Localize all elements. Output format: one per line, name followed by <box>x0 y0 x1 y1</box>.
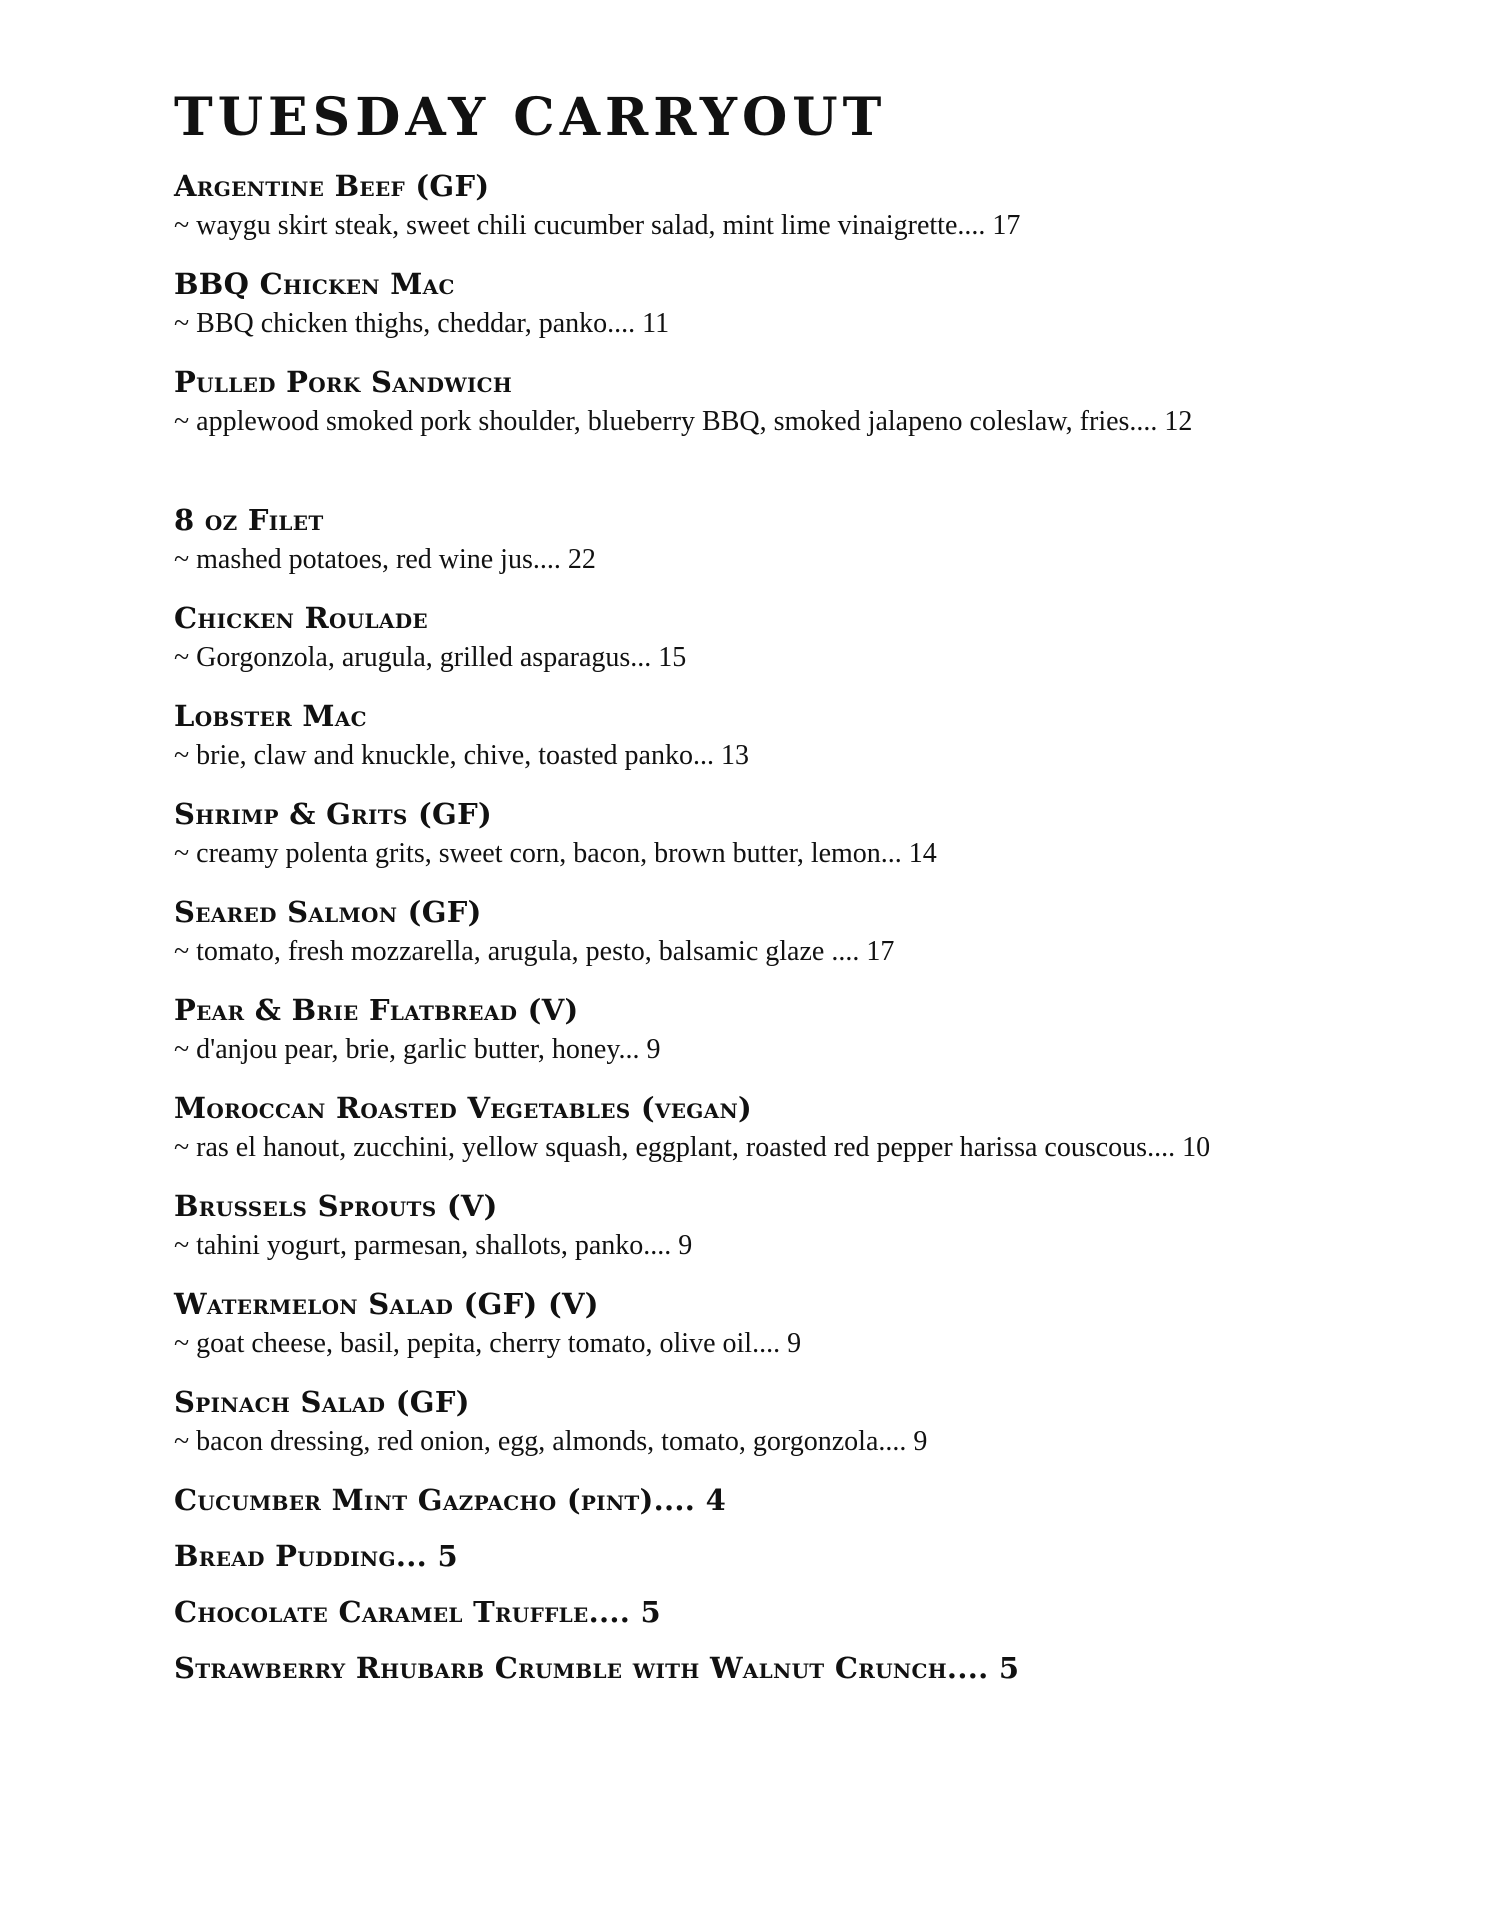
item-name: Argentine Beef (GF) <box>174 169 490 203</box>
item-name: Lobster Mac <box>174 699 367 733</box>
item-description: ~ creamy polenta grits, sweet corn, bacon, brown butter, lemon... 14 <box>174 838 937 869</box>
item-description: ~ bacon dressing, red onion, egg, almonds, tomato, gorgonzola.... 9 <box>174 1426 928 1457</box>
extra-item-name: Bread Pudding... 5 <box>174 1539 458 1573</box>
extra-item-name: Cucumber Mint Gazpacho (pint).... 4 <box>174 1483 727 1517</box>
item-name: Moroccan Roasted Vegetables (vegan) <box>174 1091 753 1125</box>
item-name: Seared Salmon (GF) <box>174 895 482 929</box>
menu-item <box>174 500 1454 598</box>
item-name: Chicken Roulade <box>174 601 428 635</box>
menu-item-extra <box>174 1536 1454 1592</box>
item-description: ~ waygu skirt steak, sweet chili cucumber salad, mint lime vinaigrette.... 17 <box>174 210 1021 241</box>
item-description: ~ d'anjou pear, brie, garlic butter, honey... 9 <box>174 1034 661 1065</box>
menu-item <box>174 1186 1454 1284</box>
extra-item-name: Strawberry Rhubarb Crumble with Walnut Crunch.... 5 <box>174 1651 1020 1685</box>
item-description: ~ applewood smoked pork shoulder, blueberry BBQ, smoked jalapeno coleslaw, fries.... 12 <box>174 406 1193 437</box>
item-description: ~ BBQ chicken thighs, cheddar, panko.... 11 <box>174 308 670 339</box>
item-description: ~ ras el hanout, zucchini, yellow squash, eggplant, roasted red pepper harissa couscous.... 10 <box>174 1132 1211 1163</box>
item-name: Spinach Salad (GF) <box>174 1385 470 1419</box>
menu-item <box>174 1088 1454 1186</box>
item-name: BBQ Chicken Mac <box>174 267 455 301</box>
menu-item-extra <box>174 1648 1454 1704</box>
menu-item <box>174 990 1454 1088</box>
item-description: ~ brie, claw and knuckle, chive, toasted panko... 13 <box>174 740 749 771</box>
menu-page <box>174 84 1454 1704</box>
item-name: 8 oz Filet <box>174 503 324 537</box>
menu-item <box>174 696 1454 794</box>
item-name: Pulled Pork Sandwich <box>174 365 513 399</box>
item-description: ~ tomato, fresh mozzarella, arugula, pesto, balsamic glaze .... 17 <box>174 936 895 967</box>
item-name: Shrimp & Grits (GF) <box>174 797 493 831</box>
menu-item <box>174 892 1454 990</box>
menu-item <box>174 166 1454 264</box>
item-name: Watermelon Salad (GF) (V) <box>174 1287 599 1321</box>
item-description: ~ goat cheese, basil, pepita, cherry tomato, olive oil.... 9 <box>174 1328 802 1359</box>
menu-item-extra <box>174 1480 1454 1536</box>
menu-item <box>174 1284 1454 1382</box>
menu-item <box>174 264 1454 362</box>
item-description: ~ tahini yogurt, parmesan, shallots, panko.... 9 <box>174 1230 693 1261</box>
menu-item <box>174 598 1454 696</box>
menu-title: TUESDAY CARRYOUT <box>174 87 887 148</box>
item-name: Brussels Sprouts (V) <box>174 1189 498 1223</box>
item-description: ~ mashed potatoes, red wine jus.... 22 <box>174 544 596 575</box>
menu-item <box>174 362 1454 500</box>
menu-item <box>174 1382 1454 1480</box>
item-name: Pear & Brie Flatbread (V) <box>174 993 579 1027</box>
menu-item <box>174 794 1454 892</box>
extra-item-name: Chocolate Caramel Truffle.... 5 <box>174 1595 662 1629</box>
item-description: ~ Gorgonzola, arugula, grilled asparagus... 15 <box>174 642 687 673</box>
menu-item-extra <box>174 1592 1454 1648</box>
